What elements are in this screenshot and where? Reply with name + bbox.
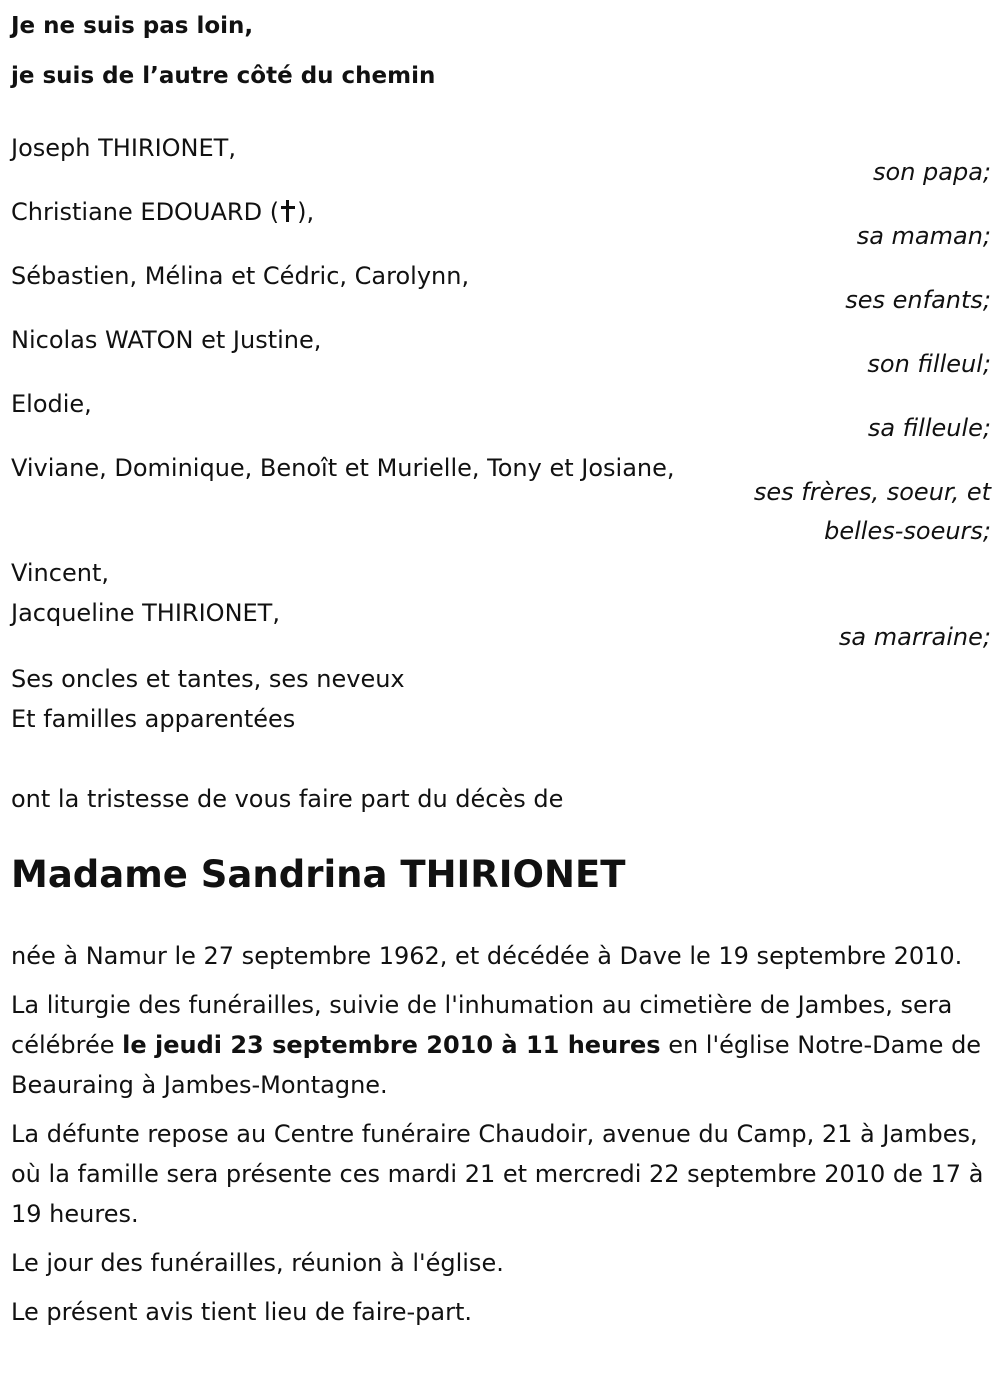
obituary-details bbox=[11, 936, 991, 1332]
extended-family bbox=[11, 659, 991, 739]
family-names: Nicolas WATON et Justine, bbox=[11, 326, 322, 354]
epigraph bbox=[11, 1, 991, 101]
announcement-text: ont la tristesse de vous faire part du décès de bbox=[11, 785, 564, 813]
family-entry bbox=[11, 192, 991, 256]
funeral-paragraph bbox=[11, 985, 991, 1105]
family-relation-line-2: belles-soeurs; bbox=[824, 517, 991, 545]
family-relation: sa marraine; bbox=[838, 623, 991, 651]
funeral-date-time: le jeudi 23 septembre 2010 à 11 heures bbox=[122, 1031, 661, 1059]
family-relation: son filleul; bbox=[867, 350, 991, 378]
family-names: Vincent, bbox=[11, 559, 109, 587]
family-entry bbox=[11, 128, 991, 192]
family-names: Sébastien, Mélina et Cédric, Carolynn, bbox=[11, 262, 470, 290]
meeting-paragraph: Le jour des funérailles, réunion à l'église. bbox=[11, 1249, 504, 1277]
family-entry bbox=[11, 256, 991, 320]
family-names-part: Christiane EDOUARD ( bbox=[11, 198, 280, 226]
notice-paragraph: Le présent avis tient lieu de faire-part. bbox=[11, 1298, 473, 1326]
family-entry bbox=[11, 593, 991, 657]
family-names: Viviane, Dominique, Benoît et Murielle, Tony et Josiane, bbox=[11, 454, 675, 482]
family-list bbox=[11, 128, 991, 657]
family-entry bbox=[11, 384, 991, 448]
funeral-text: en l'église Notre-Dame de Beauraing à Jambes-Montagne. bbox=[11, 1031, 982, 1099]
family-relation: son papa; bbox=[873, 158, 991, 186]
birth-death-paragraph: née à Namur le 27 septembre 1962, et décédée à Dave le 19 septembre 2010. bbox=[11, 942, 963, 970]
extended-family-line-2: Et familles apparentées bbox=[11, 705, 296, 733]
deceased-name: Madame Sandrina THIRIONET bbox=[11, 853, 626, 896]
family-relation-line-1: ses frères, soeur, et bbox=[753, 478, 991, 506]
family-names-part: ), bbox=[297, 198, 315, 226]
epigraph-line-2: je suis de l’autre côté du chemin bbox=[11, 63, 436, 89]
repose-paragraph: La défunte repose au Centre funéraire Chaudoir, avenue du Camp, 21 à Jambes, où la famille sera présente ces mardi 21 et mercredi 22 septembre 2010 de 17 à 19 heures. bbox=[11, 1120, 984, 1228]
family-names: Jacqueline THIRIONET, bbox=[11, 599, 280, 627]
family-names: Joseph THIRIONET, bbox=[11, 134, 236, 162]
obituary-notice bbox=[11, 0, 991, 1341]
family-relation: sa filleule; bbox=[867, 414, 991, 442]
epigraph-line-1: Je ne suis pas loin, bbox=[11, 13, 254, 39]
family-relation: sa maman; bbox=[856, 222, 991, 250]
cross-icon bbox=[281, 200, 295, 222]
family-entry bbox=[11, 320, 991, 384]
family-names: Elodie, bbox=[11, 390, 92, 418]
extended-family-line-1: Ses oncles et tantes, ses neveux bbox=[11, 665, 405, 693]
family-relation: ses enfants; bbox=[845, 286, 991, 314]
family-entry bbox=[11, 448, 991, 551]
funeral-text: La liturgie des funérailles, suivie de l'inhumation au cimetière de Jambes, sera célébrée bbox=[11, 991, 953, 1059]
